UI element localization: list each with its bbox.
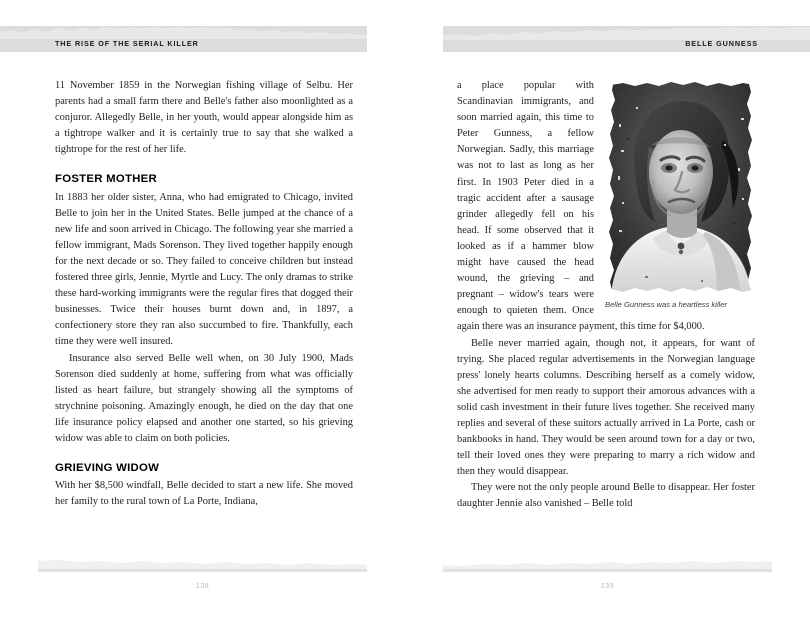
- section-heading-foster-mother: FOSTER MOTHER: [55, 173, 157, 186]
- paragraph: Belle never married again, though not, it appears, for want of trying. She placed regular advertisements in the Norwegian language press' lonely hearts columns. Describing herself as a comely widow, she advertised for men ready to support their amorous advances with a solid cash investment in their future lives together. She received many replies and several of these suitors actually arrived in La Porte, cash or bankbooks in hand. They would be seen around town for a day or two, tell their loved ones they were preparing to marry a rich widow and then they would disappear.: [457, 337, 755, 478]
- paragraph: a place popular with Scandinavian immigrants, and soon married again, this time to Peter Gunness, a fellow Norwegian. Sadly, this marriage was not to last as long as her first. In 1903 Peter died in a tragic accident after a sausage grinder allegedly fell on his head. If some observed that it looked as if a hammer blow might have caused the head wound, the grieving – and pregnant – widow's tears were enough to quieten them. Once again there was an insurance payment, this time for $4,000.: [457, 80, 705, 333]
- left-text-column: [55, 78, 353, 540]
- right-page: [405, 0, 810, 620]
- figure-belle-gunness: [605, 80, 755, 310]
- left-header-band: [0, 26, 367, 52]
- paragraph: 11 November 1859 in the Norwegian fishing village of Selbu. Her parents had a small farm there and Belle's father also moonlighted as a conjuror. Allegedly Belle, in her youth, would appear alongside him as a tightrope walker and it is certainly true to say that she walked a tightrope for the rest of her life.: [55, 80, 353, 156]
- left-footer-band: [38, 560, 367, 572]
- left-page-number: 138: [195, 583, 210, 590]
- paragraph: With her $8,500 windfall, Belle decided to start a new life. She moved her family to the rural town of La Porte, Indiana,: [55, 480, 353, 508]
- photo-caption: Belle Gunness was a heartless killer: [605, 300, 727, 309]
- section-heading-grieving-widow: GRIEVING WIDOW: [55, 462, 160, 475]
- paragraph: In 1883 her older sister, Anna, who had emigrated to Chicago, invited Belle to join her in the United States. Belle jumped at the chance of a new life and soon arrived in Chicago. The following year she married a fellow immigrant, Mads Sorenson. They lived together happily enough for the next decade or so. They failed to conceive children but instead fostered three girls, Jennie, Myrtle and Lucy. The only dramas to strike these hard-working immigrants were the regular fires that dogged their businesses. Twice their houses burnt down and, in 1897, a confectionery store they ran also succumbed to fire. Thankfully, each time they were well insured.: [55, 191, 353, 348]
- right-footer-band: [443, 560, 772, 572]
- right-text-column: [457, 78, 755, 540]
- portrait-photo: [605, 80, 755, 295]
- paragraph: They were not the only people around Belle to disappear. Her foster daughter Jennie also vanished – Belle told: [457, 482, 755, 510]
- right-page-number: 139: [600, 583, 615, 590]
- right-running-head: BELLE GUNNESS: [685, 39, 758, 48]
- left-running-head: THE RISE OF THE SERIAL KILLER: [55, 39, 199, 48]
- paragraph: Insurance also served Belle well when, on 30 July 1900, Mads Sorenson died suddenly at home, suffering from what was officially listed as heart failure, but strangely showing all the symptoms of strychnine poisoning. Amazingly enough, he died on the day that one life insurance policy elapsed and another one started, so his grieving widow was able to claim on both policies.: [55, 352, 353, 444]
- right-header-band: [443, 26, 810, 52]
